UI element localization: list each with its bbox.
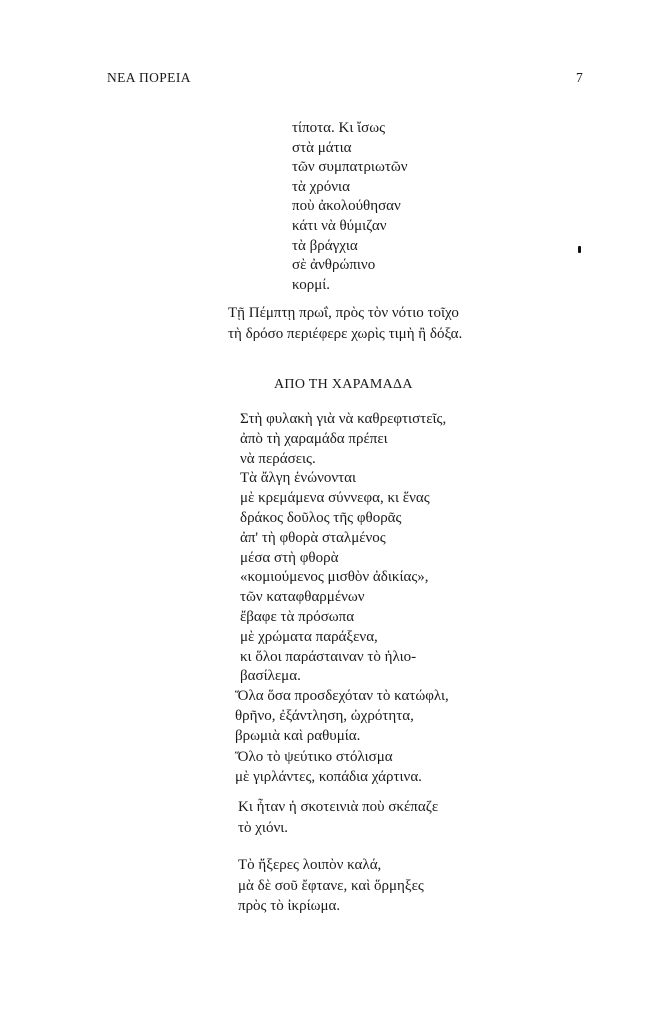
verse-line: μὲ κρεμάμενα σύννεφα, κι ἕνας [240, 490, 430, 507]
verse-line: κι ὅλοι παράσταιναν τὸ ἡλιο- [240, 648, 417, 665]
verse-line: Τὸ ἤξερες λοιπὸν καλά, [238, 857, 382, 873]
verse-line: τίποτα. Κι ἴσως [292, 120, 386, 136]
verse-line: σὲ ἀνθρώπινο [292, 257, 376, 274]
verse-line: τῶν καταφθαρμένων [240, 589, 365, 606]
verse-line: μέσα στὴ φθορὰ [240, 549, 339, 566]
verse-line: πρὸς τὸ ἰκρίωμα. [238, 898, 341, 914]
verse-line: τῶν συμπατριωτῶν [292, 159, 408, 176]
verse-line: τὰ χρόνια [292, 178, 350, 195]
verse-line: Στὴ φυλακὴ γιὰ νὰ καθρεφτιστεῖς, [240, 411, 447, 427]
verse-line: τὰ βράγχια [292, 237, 358, 254]
verse-line: μὲ χρώματα παράξενα, [240, 628, 378, 645]
verse-line: ποὺ ἀκολούθησαν [292, 198, 401, 215]
verse-line: Ὅλα ὅσα προσδεχόταν τὸ κατώφλι, [235, 688, 449, 704]
verse-line: βρωμιὰ καὶ ραθυμία. [235, 728, 361, 745]
verse-line: Ὅλο τὸ ψεύτικο στόλισμα [235, 748, 393, 765]
page-number: 7 [576, 70, 583, 85]
closing-couplet [228, 303, 462, 344]
verse-line: κάτι νὰ θύμιζαν [292, 217, 387, 234]
stray-ink-mark [578, 246, 581, 253]
running-head: ΝΕΑ ΠΟΡΕΙΑ [107, 70, 191, 85]
verse-line: δράκος δοῦλος τῆς φθορᾶς [240, 509, 402, 526]
verse-line: Τῇ Πέμπτῃ πρωΐ, πρὸς τὸν νότιο τοῖχο [228, 305, 459, 321]
verse-line: βασίλεμα. [240, 668, 301, 685]
stanza [238, 855, 424, 917]
verse-line: ἀπ' τὴ φθορὰ σταλμένος [240, 529, 386, 546]
stanza [240, 410, 446, 687]
poem-end-block [292, 119, 408, 295]
verse-line: τὴ δρόσο περιέφερε χωρὶς τιμὴ ἢ δόξα. [228, 325, 463, 342]
verse-line: στὰ μάτια [292, 139, 352, 156]
verse-line: μὰ δὲ σοῦ ἔφτανε, καὶ ὅρμηξες [238, 877, 424, 894]
verse-line: Τὰ ἄλγη ἑνώνονται [240, 470, 357, 487]
verse-line: Κι ἦταν ἡ σκοτεινιὰ ποὺ σκέπαζε [238, 799, 439, 815]
verse-line: μὲ γιρλάντες, κοπάδια χάρτινα. [235, 768, 422, 785]
poem-title: ΑΠΟ ΤΗ ΧΑΡΑΜΑΔΑ [274, 377, 413, 392]
verse-line: «κομιούμενος μισθὸν ἀδικίας», [240, 569, 429, 586]
stanza [238, 797, 438, 838]
verse-line: κορμί. [292, 276, 331, 293]
stanza [235, 686, 449, 787]
verse-line: ἔβαφε τὰ πρόσωπα [240, 608, 355, 625]
verse-line: θρῆνο, ἐξάντληση, ὠχρότητα, [235, 708, 414, 725]
verse-line: τὸ χιόνι. [238, 819, 289, 836]
verse-line: ἀπὸ τὴ χαραμάδα πρέπει [240, 430, 388, 447]
verse-line: νὰ περάσεις. [240, 450, 316, 467]
